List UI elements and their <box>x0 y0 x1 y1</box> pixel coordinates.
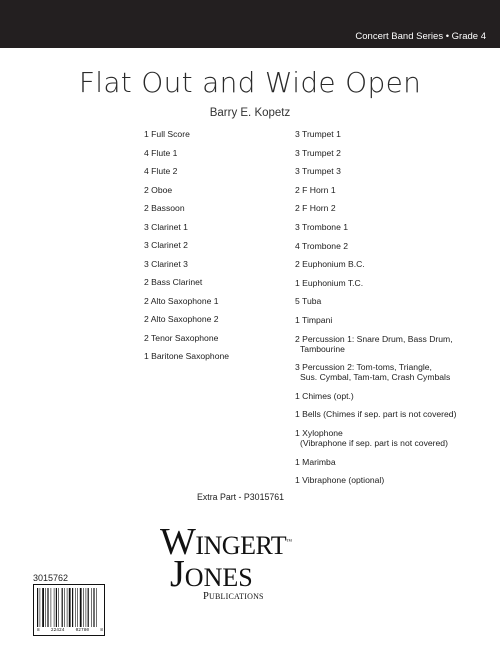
part-item <box>295 457 495 467</box>
part-item <box>295 362 495 382</box>
part-line: 1 Timpani <box>295 314 333 325</box>
part-item <box>295 203 495 213</box>
part-line-continued: Tambourine <box>300 343 345 354</box>
barcode-bar <box>69 588 71 627</box>
part-item <box>295 185 495 195</box>
part-line-continued: Sus. Cymbal, Tam-tam, Crash Cymbals <box>300 372 451 383</box>
part-line: 2 F Horn 2 <box>295 203 336 214</box>
part-line: 2 Euphonium B.C. <box>295 259 365 270</box>
part-line: 1 Chimes (opt.) <box>295 390 354 401</box>
barcode-bar <box>72 588 73 627</box>
barcode-bar <box>91 588 92 627</box>
barcode-bar <box>77 588 78 627</box>
barcode-bar <box>51 588 52 627</box>
logo-text: UBLICATIONS <box>209 592 264 601</box>
instrumentation-list-left <box>144 129 289 370</box>
part-item <box>295 278 495 288</box>
part-item <box>295 166 495 176</box>
barcode-bar <box>62 588 63 627</box>
barcode-bar <box>45 588 46 627</box>
part-item: 2 Alto Saxophone 1 <box>144 295 219 306</box>
part-item: 2 Bass Clarinet <box>144 277 203 287</box>
catalog-number: 3015762 <box>33 573 69 583</box>
header-bar <box>0 0 500 48</box>
series-label: Concert Band Series • Grade 4 <box>355 31 486 42</box>
part-line: 2 F Horn 1 <box>295 184 336 195</box>
barcode-bar <box>37 588 38 627</box>
part-line: 3 Percussion 2: Tom-toms, Triangle, <box>295 362 432 373</box>
logo-text: J <box>170 553 185 595</box>
barcode-digit-group: 22424 <box>50 628 65 633</box>
barcode-digit-group: 8 <box>37 628 40 633</box>
publisher-logo <box>160 523 340 603</box>
part-item <box>295 222 495 232</box>
part-line-continued: (Vibraphone if sep. part is not covered) <box>300 437 448 448</box>
part-item: 2 Alto Saxophone 2 <box>144 314 219 324</box>
part-item <box>295 334 495 354</box>
part-item <box>295 391 495 401</box>
part-line: 1 Marimba <box>295 456 336 467</box>
barcode-bar <box>42 588 44 627</box>
trademark-symbol: ™ <box>286 539 292 545</box>
page-title: Flat Out and Wide Open <box>78 66 422 99</box>
part-line: 4 Trombone 2 <box>295 240 349 251</box>
part-item <box>295 475 495 485</box>
logo-text: P <box>203 591 210 602</box>
barcode <box>33 584 105 636</box>
part-item: 3 Clarinet 2 <box>144 240 188 250</box>
part-item <box>295 409 495 419</box>
extra-part-label: Extra Part - P3015761 <box>197 492 285 502</box>
part-item: 2 Oboe <box>144 184 173 195</box>
part-line: 1 Euphonium T.C. <box>295 277 364 288</box>
barcode-bar <box>54 588 55 627</box>
barcode-digit-group: 8 <box>100 628 103 633</box>
part-line: 1 Bells (Chimes if sep. part is not covered) <box>295 409 457 420</box>
barcode-bar <box>64 588 65 627</box>
barcode-digit-group: 02780 <box>75 628 90 633</box>
part-item: 1 Full Score <box>144 129 190 139</box>
part-item: 2 Bassoon <box>144 203 185 213</box>
logo-text: ONES <box>184 563 253 592</box>
barcode-bar <box>96 588 97 627</box>
logo-text: W <box>160 521 196 563</box>
part-item: 4 Flute 2 <box>144 166 178 176</box>
logo-text: INGERT <box>195 531 287 560</box>
part-line: 3 Trombone 1 <box>295 221 349 232</box>
barcode-bar <box>67 588 68 627</box>
barcode-bar <box>40 588 41 627</box>
barcode-bars <box>36 588 102 627</box>
barcode-bar <box>83 588 84 627</box>
barcode-bar <box>80 588 82 627</box>
composer-name: Barry E. Kopetz <box>209 107 291 119</box>
part-item <box>295 241 495 251</box>
part-item: 3 Clarinet 1 <box>144 221 188 232</box>
part-item: 3 Clarinet 3 <box>144 258 188 269</box>
part-item <box>295 296 495 306</box>
part-item <box>295 428 495 448</box>
barcode-bar <box>93 588 94 627</box>
part-item <box>295 148 495 158</box>
barcode-bar <box>47 588 48 627</box>
part-item: 2 Tenor Saxophone <box>144 332 219 343</box>
barcode-bar <box>58 588 59 627</box>
barcode-digits <box>37 628 103 633</box>
part-item: 4 Flute 1 <box>144 147 178 158</box>
part-item <box>295 129 495 139</box>
part-line: 1 Xylophone <box>295 427 343 438</box>
barcode-bar <box>56 588 57 627</box>
part-item <box>295 259 495 269</box>
instrumentation-list-right <box>295 129 495 494</box>
part-line: 1 Vibraphone (optional) <box>295 475 385 486</box>
barcode-bar <box>88 588 89 627</box>
part-line: 3 Trumpet 3 <box>295 166 341 177</box>
part-line: 3 Trumpet 1 <box>295 129 341 139</box>
part-line: 2 Percussion 1: Snare Drum, Bass Drum, <box>295 333 453 344</box>
part-line: 5 Tuba <box>295 296 322 307</box>
part-item <box>295 315 495 325</box>
part-line: 3 Trumpet 2 <box>295 147 341 158</box>
part-item: 1 Baritone Saxophone <box>144 351 230 361</box>
barcode-bar <box>75 588 76 627</box>
barcode-bar <box>86 588 87 627</box>
